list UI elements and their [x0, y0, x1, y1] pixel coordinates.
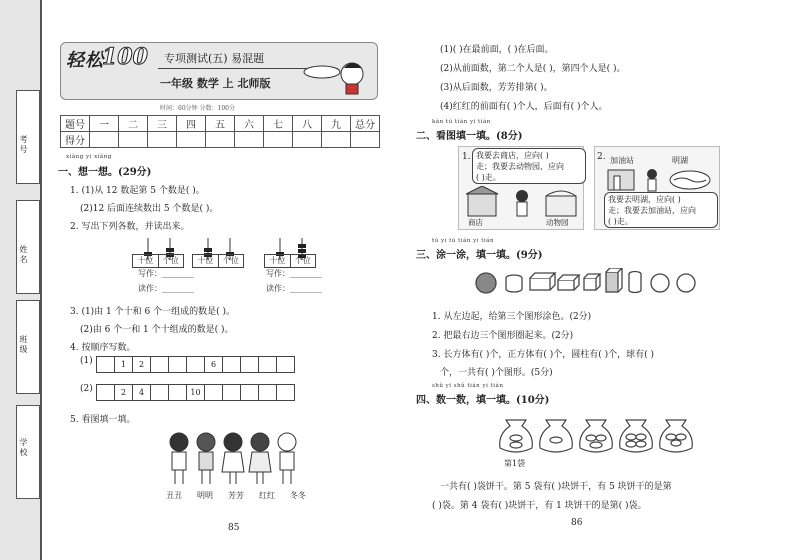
sequence-row-1-label: (1): [80, 356, 93, 366]
section3-question-2: 2. 把最右边三个图形圈起来。(2分): [432, 331, 574, 341]
question-2: 2. 写出下列各数，并读出来。: [70, 222, 190, 232]
section3-title: 三、涂一涂，填一填。(9分): [416, 250, 543, 261]
sequence-cell[interactable]: [259, 357, 277, 373]
ball-icon: [677, 274, 695, 292]
cylinder-icon: [629, 272, 641, 293]
sidebar-label-school: 学校: [19, 438, 28, 458]
read-line[interactable]: 读作：________: [266, 284, 322, 293]
score-cell: 八: [293, 116, 322, 132]
section2-title: 二、看图填一填。(8分): [416, 131, 523, 142]
tens-label: 十位: [193, 255, 219, 267]
bubble-line: 走；我要去加油站，应向: [608, 205, 696, 215]
cuboid-icon: [558, 275, 579, 290]
score-input-cell[interactable]: [264, 132, 293, 148]
kid-name: 芳芳: [228, 491, 244, 500]
score-input-cell[interactable]: [293, 132, 322, 148]
sidebar-label-id: 考号: [19, 135, 28, 155]
score-cell: 题号: [61, 116, 90, 132]
section3-question-3-line-2: 个，一共有( )个图形。(5分): [440, 368, 553, 378]
bubble-line: ( )走。: [476, 172, 501, 182]
sequence-cell[interactable]: [205, 385, 223, 401]
section2-pinyin: kàn tú tián yi tián: [432, 119, 491, 125]
sidebar-label-name: 姓名: [19, 245, 28, 265]
score-cell: 五: [206, 116, 235, 132]
score-cell: 三: [148, 116, 177, 132]
cookie-bag-icon: [580, 420, 613, 452]
brand-logo-number: 100: [102, 44, 148, 70]
score-cell: 九: [322, 116, 351, 132]
sequence-cell[interactable]: 2: [115, 385, 133, 401]
section1-pinyin: xiǎng yi xiǎng: [66, 154, 112, 160]
zoo-label: 动物园: [546, 218, 569, 227]
sequence-cell[interactable]: [277, 357, 295, 373]
question-5-part-3: (3)从后面数，芳芳排第( )。: [440, 83, 553, 93]
test-title: 专项测试(五) 易混题: [164, 52, 265, 65]
sequence-cell[interactable]: [187, 357, 205, 373]
section4-pinyin: shǔ yi shǔ tián yi tián: [432, 383, 504, 389]
section4-title: 四、数一数，填一填。(10分): [416, 395, 550, 406]
score-label: 得分: [61, 132, 90, 148]
score-input-cell[interactable]: [148, 132, 177, 148]
grade-subtitle: 一年级 数学 上 北师版: [160, 77, 271, 90]
kid-name: 红红: [259, 491, 275, 500]
write-line[interactable]: 写作：________: [266, 269, 322, 278]
section4-question-line-2: ( )袋。第 4 袋有( )块饼干，有 1 块饼干的是第( )袋。: [432, 501, 647, 511]
brand-logo: 轻松: [66, 50, 104, 71]
score-value-row: [61, 132, 380, 148]
shop-label: 商店: [468, 218, 483, 227]
picture-2-speech-bubble: [604, 192, 718, 228]
score-cell: 一: [90, 116, 119, 132]
cookie-bag-icon: [540, 420, 573, 452]
ones-label: 个位: [294, 256, 311, 265]
ball-icon: [476, 273, 496, 293]
sequence-cell[interactable]: [223, 385, 241, 401]
cylinder-icon: [506, 275, 522, 292]
sequence-cell[interactable]: 10: [187, 385, 205, 401]
sequence-cell[interactable]: [169, 357, 187, 373]
section3-pinyin: tú yi tú tián yi tián: [432, 238, 495, 244]
sequence-cell[interactable]: 4: [133, 385, 151, 401]
page-number-right: 86: [571, 518, 583, 528]
cuboid-icon: [530, 273, 555, 290]
kids-name-row: [166, 490, 306, 501]
sequence-cell[interactable]: [223, 357, 241, 373]
kid-name: 丑丑: [166, 491, 182, 500]
question-1-part-1: 1. (1)从 12 数起第 5 个数是( )。: [70, 186, 205, 196]
read-line[interactable]: 读作：________: [138, 284, 194, 293]
binding-sidebar: [0, 0, 42, 560]
solid-shapes-row: [474, 268, 704, 298]
kid-name: 明明: [197, 491, 213, 500]
section1-title: 一、想一想。(29分): [58, 167, 152, 178]
question-5-part-4: (4)红红的前面有( )个人，后面有( )个人。: [440, 102, 608, 112]
bubble-line: 走；我要去动物园，应向: [476, 161, 564, 171]
gas-station-lake-scene-icon: [606, 166, 714, 192]
section3-question-1: 1. 从左边起，给第三个图形涂色。(2分): [432, 312, 592, 322]
picture-2-number: 2.: [597, 152, 606, 162]
sequence-cell[interactable]: [151, 357, 169, 373]
sequence-cell[interactable]: [241, 385, 259, 401]
lake-label: 明湖: [672, 156, 688, 165]
tens-label: 十位: [265, 255, 291, 267]
bubble-line: 我要去明湖，应向( ): [608, 195, 681, 204]
tens-label: 十位: [133, 255, 159, 267]
bag-1-label: 第1袋: [504, 459, 526, 468]
score-cell: 七: [264, 116, 293, 132]
kid-name: 冬冬: [290, 491, 306, 500]
gas-station-label: 加油站: [610, 156, 634, 165]
sidebar-label-class: 班级: [19, 335, 28, 355]
write-line[interactable]: 写作：________: [138, 269, 194, 278]
question-1-part-2: (2)12 后面连续数出 5 个数是( )。: [80, 204, 219, 214]
time-score-info: 时间：60分钟 分数：100分: [160, 105, 235, 112]
cuboid-icon: [606, 268, 622, 292]
question-5-part-1: (1)( )在最前面，( )在后面。: [440, 45, 554, 55]
score-cell: 六: [235, 116, 264, 132]
score-input-cell[interactable]: [119, 132, 148, 148]
sequence-cell[interactable]: [277, 385, 295, 401]
sequence-cell[interactable]: [97, 385, 115, 401]
cookie-bag-icon: [500, 420, 533, 452]
bubble-line: 我要去商店，应向( ): [476, 151, 549, 160]
question-3-part-2: (2)由 6 个一和 1 个十组成的数是( )。: [80, 325, 234, 335]
question-5: 5. 看图填一填。: [70, 415, 136, 425]
score-cell: 四: [177, 116, 206, 132]
shop-zoo-scene-icon: [466, 186, 578, 218]
kids-in-line-illustration: [164, 430, 304, 486]
ones-label: 个位: [162, 256, 179, 265]
abacus-3: [268, 238, 314, 268]
score-input-cell[interactable]: [322, 132, 351, 148]
cookie-bag-icon: [660, 420, 693, 452]
score-input-cell[interactable]: [351, 132, 380, 148]
sequence-cell[interactable]: [259, 385, 277, 401]
sequence-row-2: [96, 384, 295, 401]
bubble-line: ( )走。: [608, 216, 633, 226]
sequence-row-1: [96, 356, 295, 373]
score-input-cell[interactable]: [235, 132, 264, 148]
abacus-2: [196, 238, 242, 268]
sequence-cell[interactable]: [151, 385, 169, 401]
cube-icon: [584, 274, 600, 290]
score-cell: 二: [119, 116, 148, 132]
score-table: [60, 115, 380, 148]
question-3-part-1: 3. (1)由 1 个十和 6 个一组成的数是( )。: [70, 307, 235, 317]
abacus-1: [136, 238, 182, 268]
ones-label: 个位: [222, 256, 239, 265]
section4-question-line-1: 一共有( )袋饼干。第 5 袋有( )块饼干，有 5 块饼干的是第: [440, 482, 672, 492]
score-cell: 总分: [351, 116, 380, 132]
sequence-cell[interactable]: [97, 357, 115, 373]
picture-1-number: 1.: [462, 152, 471, 162]
cookie-bags-row: [496, 412, 696, 458]
question-5-part-2: (2)从前面数，第二个人是( )，第四个人是( )。: [440, 64, 626, 74]
sequence-cell[interactable]: 2: [133, 357, 151, 373]
sequence-cell[interactable]: 6: [205, 357, 223, 373]
sequence-cell[interactable]: [241, 357, 259, 373]
ball-icon: [651, 274, 669, 292]
page-number-left: 85: [228, 523, 240, 533]
cookie-bag-icon: [620, 420, 653, 452]
question-4: 4. 按顺序写数。: [70, 343, 136, 353]
picture-1-speech-bubble: [472, 148, 586, 184]
score-input-cell[interactable]: [206, 132, 235, 148]
sequence-cell[interactable]: 1: [115, 357, 133, 373]
section3-question-3-line-1: 3. 长方体有( )个，正方体有( )个，圆柱有( )个，球有( ): [432, 350, 654, 360]
sequence-row-2-label: (2): [80, 384, 93, 394]
score-input-cell[interactable]: [177, 132, 206, 148]
score-header-row: [61, 116, 380, 132]
sequence-cell[interactable]: [169, 385, 187, 401]
header-mascot-icon: [300, 52, 372, 96]
score-input-cell[interactable]: [90, 132, 119, 148]
